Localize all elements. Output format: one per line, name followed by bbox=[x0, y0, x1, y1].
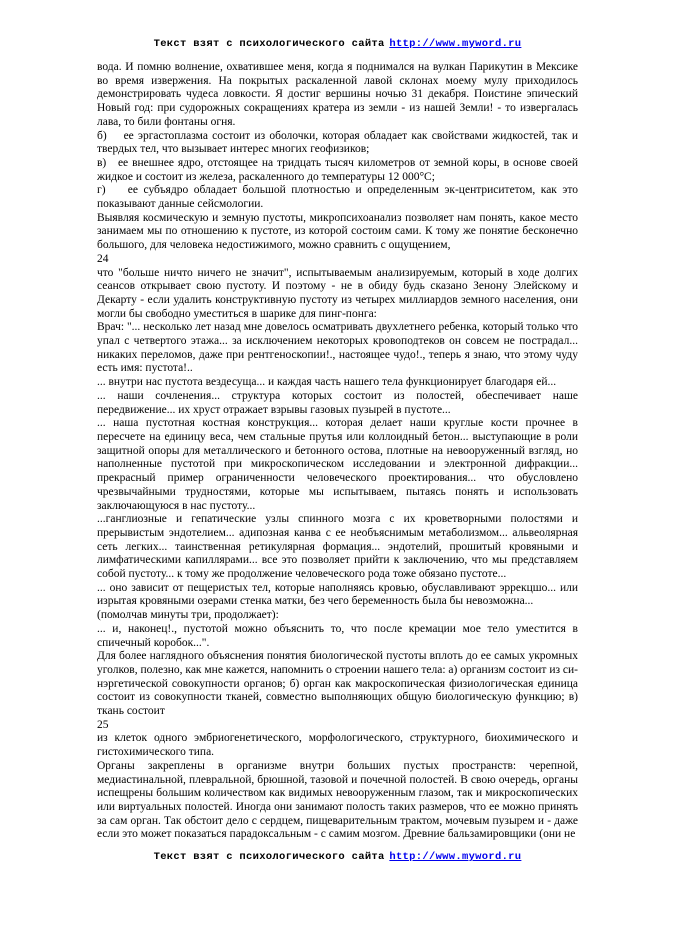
page-number-25: 25 bbox=[97, 718, 109, 731]
page-number-24: 24 bbox=[97, 252, 109, 265]
myword-link[interactable]: http://www.myword.ru bbox=[389, 851, 522, 864]
body-paragraph: ... наши сочленения... структура которых состоит из полостей, обеспечивает наше передвижение... их хруст отражает взрывы газовых пузырей в пустоте... bbox=[97, 389, 578, 416]
body-paragraph: (помолчав минуты три, продолжает): bbox=[97, 609, 279, 622]
footer-banner bbox=[97, 851, 578, 863]
body-paragraph: вода. И помню волнение, охватившее меня, когда я поднимался на вулкан Парикутин в Мексике во время извержения. На покрытых раскаленной лавой склонах моему мулу приходилось демонстрировать чудеса ловкости. Я достиг вершины ночью 31 декабря. Поистине эпический Новый год: при судорожных сокращениях кратера из земли - из нашей Земли! - то извергалась лава, то били фонтаны огня. bbox=[97, 61, 578, 128]
banner-text: Текст взят с психологического сайта bbox=[153, 851, 385, 864]
body-paragraph: ...ганглиозные и гепатические узлы спинного мозга с их кроветворными полостями и прерывистым эндотелием... адипозная канва с ее необъяснимым метаболизмом... альвеолярная сеть легких... таинственная ретикулярная формация... эндотелий, прошитый кровяными и лимфатическими капиллярами... все это позволяет прийти к заключению, что мы представляем собой пустоту... к тому же продолжение человеческого рода тоже обязано пустоте... bbox=[97, 513, 578, 581]
body-paragraph: ... оно зависит от пещеристых тел, которые наполняясь кровью, обуславливают эррекцшо... или изрытая кровяными озерами стенка матки, без чего беременность была бы невозможна... bbox=[97, 581, 578, 608]
body-paragraph: ... внутри нас пустота вездесуща... и каждая часть нашего тела функционирует благодаря ей... bbox=[97, 376, 557, 389]
body-paragraph: Органы закреплены в организме внутри больших пустых пространств: черепной, медиастинальной, плевральной, брюшной, тазовой и почечной полостей. В свою очередь, органы испещрены большим количеством как видимых невооруженным глазом, так и микроскопических или виртуальных полостей. Иногда они занимают полость таких размеров, что ее можно принять за сам орган. Так обстоит дело с сердцем, пищеварительным трактом, мочевым пузырем и - даже если это может показаться парадоксальным - с самим мозгом. Древние бальзамировщики (они не bbox=[97, 759, 578, 841]
document-body bbox=[97, 61, 578, 842]
body-paragraph: б) ее эргастоплазма состоит из оболочки, которая обладает как свойствами жидкостей, так и твердых тел, что вызывает интерес многих геофизиков; bbox=[97, 129, 578, 156]
body-paragraph: ... наша пустотная костная конструкция... которая делает наши круглые кости прочнее в пересчете на единицу веса, чем стальные прутья или коллоидный бетон... выступающие в роли защитной опоры для металлического и бетонного остова, плотные на невооруженный взгляд, но наполненные пустотой при микроскопическом исследовании и электронной дифракции... прекрасный пример ограниченности человеческого проектирования... что обусловлено чрезвычайными трудностями, которые мы испытываем, пытаясь понять и использовать заключающуюся в нас пустоту... bbox=[97, 417, 578, 512]
myword-link[interactable]: http://www.myword.ru bbox=[389, 38, 522, 50]
body-paragraph: Врач: "... несколько лет назад мне довелось осматривать двухлетнего ребенка, который только что упал с четвертого этажа... за исключением некоторых кровоподтеков он совсем не пострадал... никаких переломов, даже при рентгеноскопии!., настоящее чудо!., теперь я знаю, что этому чуду есть имя: пустота!.. bbox=[97, 321, 578, 375]
body-paragraph: в) ее внешнее ядро, отстоящее на тридцать тысяч километров от земной коры, в основе своей жидкое и состоит из железа, раскаленного до температуры 12 000°С; bbox=[97, 156, 578, 183]
body-paragraph: ... и, наконец!., пустотой можно объяснить то, что после кремации мое тело уместится в спичечный коробок...". bbox=[97, 622, 578, 649]
body-paragraph: г) ее субъядро обладает большой плотностью и определенным эк-центриситетом, как это показывают данные сейсмологии. bbox=[97, 184, 578, 211]
body-paragraph: из клеток одного эмбриогенетического, морфологического, структурного, биохимического и гистохимического типа. bbox=[97, 732, 578, 759]
body-paragraph: Для более наглядного объяснения понятия биологической пустоты вплоть до ее самых укромных уголков, полезно, как мне кажется, напомнить о строении нашего тела: а) организм состоит из си-нэргетической совокупности органов; б) орган как макроскопическая физиологическая единица состоит из совокупности тканей, совместно выполняющих общую биологическую функцию; в) ткань состоит bbox=[97, 650, 578, 718]
body-paragraph: Выявляя космическую и земную пустоты, микропсихоанализ позволяет нам понять, какое место занимаем мы по отношению к пустоте, из которой состоим сами. К тому же понятие бесконечно большого, для человека недостижимого, можно сравнить с ощущением, bbox=[97, 211, 578, 252]
banner-text: Текст взят с психологического сайта bbox=[153, 38, 385, 50]
body-paragraph: что "больше ничто ничего не значит", испытываемым анализируемым, который в ходе долгих сеансов открывает свою пустоту. И поэтому - не в обиду будь сказано Зенону Элейскому и Декарту - если удалить конструктивную пустоту из четырех миллиардов земного населения, они могли бы свободно уместиться в шарике для пинг-понга: bbox=[97, 266, 578, 320]
header-banner bbox=[97, 38, 578, 50]
